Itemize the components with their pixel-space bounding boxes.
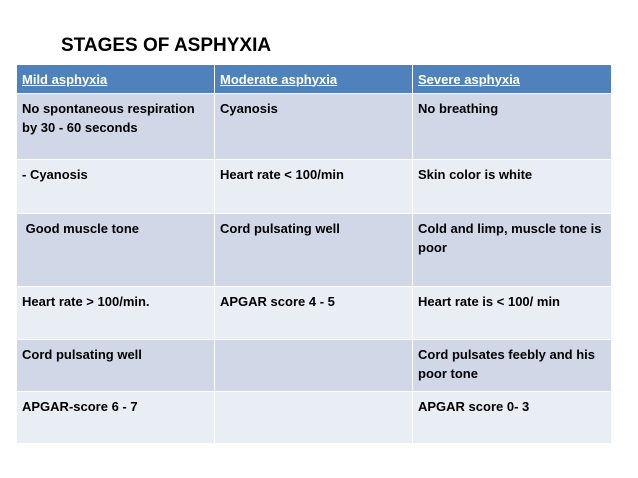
table-cell <box>215 340 413 392</box>
table-cell: APGAR score 4 - 5 <box>215 287 413 340</box>
table-cell: Heart rate > 100/min. <box>17 287 215 340</box>
page-title: STAGES OF ASPHYXIA <box>61 35 272 56</box>
table-cell: No spontaneous respiration by 30 - 60 seconds <box>17 94 215 160</box>
table-cell: Heart rate is < 100/ min <box>413 287 612 340</box>
table-cell: Good muscle tone <box>17 214 215 287</box>
table-row <box>17 287 612 340</box>
table-row <box>17 214 612 287</box>
table-row <box>17 392 612 444</box>
table-cell: No breathing <box>413 94 612 160</box>
table-cell: Heart rate < 100/min <box>215 160 413 214</box>
asphyxia-stages-table <box>16 64 612 444</box>
table-cell: Cord pulsating well <box>215 214 413 287</box>
table-cell: APGAR-score 6 - 7 <box>17 392 215 444</box>
table-row <box>17 160 612 214</box>
header-severe-asphyxia: Severe asphyxia <box>413 65 612 94</box>
table-header-row <box>17 65 612 94</box>
table-cell: - Cyanosis <box>17 160 215 214</box>
table-cell: APGAR score 0- 3 <box>413 392 612 444</box>
table-cell: Skin color is white <box>413 160 612 214</box>
header-mild-asphyxia: Mild asphyxia <box>17 65 215 94</box>
table-cell <box>215 392 413 444</box>
table-row <box>17 94 612 160</box>
table-cell: Cord pulsates feebly and his poor tone <box>413 340 612 392</box>
table-cell: Cold and limp, muscle tone is poor <box>413 214 612 287</box>
table-row <box>17 340 612 392</box>
header-moderate-asphyxia: Moderate asphyxia <box>215 65 413 94</box>
table-cell: Cyanosis <box>215 94 413 160</box>
table-cell: Cord pulsating well <box>17 340 215 392</box>
